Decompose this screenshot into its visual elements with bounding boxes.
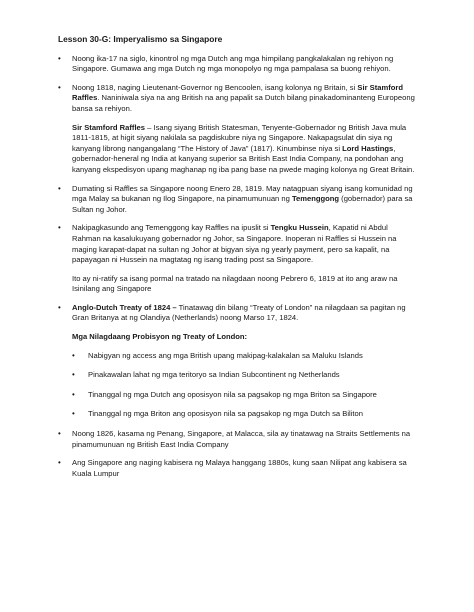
provision-item: • Pinakawalan lahat ng mga teritoryo sa Indian Subcontinent ng Netherlands (72, 370, 416, 381)
bold-name: Tengku Hussein (270, 223, 329, 233)
bullet-text: (gobernador) para sa Sultan ng Johor. (72, 194, 413, 214)
bullet-text: Noong 1818, naging Lieutenant-Governor ng Bencoolen, isang kolonya ng Britain, si (72, 82, 358, 92)
provision-item: • Nabigyan ng access ang mga British upang makipag-kalakalan sa Maluku Islands (72, 351, 416, 362)
bullet-straits-settlements: • Noong 1826, kasama ng Penang, Singapore, at Malacca, sila ay tinatawag na Straits Settlements na pinamumunuan ng British East India Company (58, 429, 416, 450)
bold-name: Temenggong (291, 194, 340, 204)
bullet-text: Dumating si Raffles sa Singapore noong Enero 28, 1819. May natagpuan siyang isang komunidad ng mga Malay sa bukanan ng Ilog Singapore, na pinamumunuan ng (72, 183, 413, 204)
bullet-tengku-hussein (58, 223, 416, 265)
bullet-arrival-1819 (58, 184, 416, 216)
main-bullet-list (58, 54, 416, 115)
bullet-anglo-dutch-treaty (58, 303, 416, 324)
main-bullet-list (58, 184, 416, 266)
bullet-dutch-control (58, 54, 416, 75)
bold-name: Lord Hastings (342, 143, 394, 153)
bullet-text: . Naniniwala siya na ang British na ang papalit sa Dutch bilang pinakadominanteng Europeong bansa sa rehiyon. (72, 93, 415, 113)
provisions-list (58, 351, 416, 420)
provisions-heading: Mga Nilagdaang Probisyon ng Treaty of London: (72, 332, 248, 342)
main-bullet-list (58, 429, 416, 479)
bullet-text: Nakipagkasundo ang Temenggong kay Raffles na ipuslit si (72, 223, 271, 233)
main-bullet-list (58, 303, 416, 324)
bullet-text: Noong ika-17 na siglo, kinontrol ng mga Dutch ang mga himpilang pangkalakalan ng rehiyon ng Singapore. Gumawa ang mga Dutch ng mga monopolyo ng mga pampalasa sa buong rehiyon. (72, 53, 394, 74)
provision-item: • Tinanggal ng mga Briton ang oposisyon nila sa pagsakop ng mga Dutch sa Biliton (72, 409, 416, 420)
paragraph-text: , gobernador-heneral ng India at kanyang superior sa British East India Company, na pondohan ang kanyang ekspedisyon upang maghanap ng iba pang base na pwede maging kolonya ng Great Britain. (72, 143, 415, 174)
paragraph-text: – Isang siyang British Statesman, Tenyente-Gobernador ng British Java mula 1811-1815, at higit siyang nakilala sa pagdiskubre niya ng Singapore. Nakapagsulat din siya ng kanyang librong nangangalang “The History of Java” (1817). Kinumbinse niya si (72, 122, 407, 153)
provision-item: • Tinanggal ng mga Dutch ang oposisyon nila sa pagsakop ng mga Briton sa Singapore (72, 390, 416, 401)
bullet-raffles-1818 (58, 83, 416, 115)
raffles-paragraph (72, 123, 416, 176)
bullet-malaya-capital: • Ang Singapore ang naging kabisera ng Malaya hanggang 1880s, kung saan Nilipat ang kabisera sa Kuala Lumpur (58, 458, 416, 479)
bold-name: Sir Stamford Raffles (72, 82, 403, 103)
bullet-text: , Kapatid ni Abdul Rahman na kasalukuyang gobernador ng Johor, sa Singapore. Inoperan ni Raffles si Hussein na maging karapat-dapat na sultan ng Johor at bigyan siya ng yearly payment, pero sa kapalit, na papayagan ni Hussein na magtatag ng isang trading post sa Singapore. (72, 223, 397, 265)
bullet-text: Tinatawag din bilang “Treaty of London” na nilagdaan sa pagitan ng Gran Britanya at ng Olandiya (Netherlands) noong Marso 17, 1824. (72, 302, 406, 323)
bold-name: Sir Stamford Raffles (72, 122, 146, 132)
bold-name: Anglo-Dutch Treaty of 1824 – (72, 302, 177, 312)
treaty-paragraph: Ito ay ni-ratify sa isang pormal na tratado na nilagdaan noong Pebrero 6, 1819 at ito ang araw na Isinilang ang Singapore (72, 273, 398, 294)
page-title: Lesson 30-G: Imperyalismo sa Singapore (58, 34, 223, 44)
